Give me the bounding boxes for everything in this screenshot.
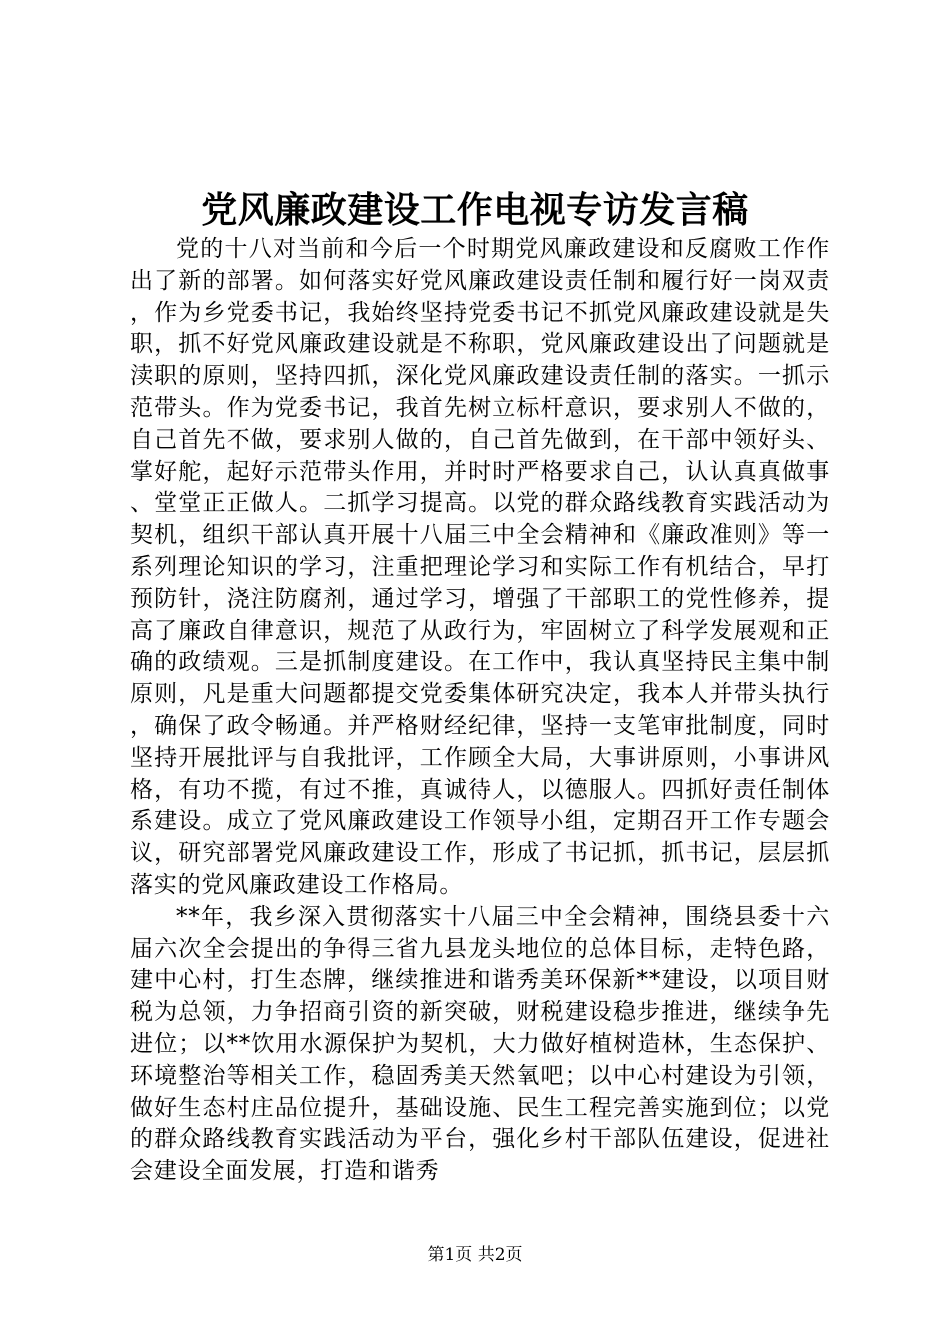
body-paragraph-2: **年，我乡深入贯彻落实十八届三中全会精神，围绕县委十六届六次全会提出的争得三省九县龙头地位的总体目标，走特色路，建中心村，打生态牌，继续推进和谐秀美环保新**建设，以项目财税为总领，力争招商引资的新突破，财税建设稳步推进，继续争先进位；以**饮用水源保护为契机，大力做好植树造林，生态保护、环境整治等相关工作，稳固秀美天然氧吧；以中心村建设为引领，做好生态村庄品位提升，基础设施、民生工程完善实施到位；以党的群众路线教育实践活动为平台，强化乡村干部队伍建设，促进社会建设全面发展，打造和谐秀 [130,903,830,1185]
body-paragraph-1: 党的十八对当前和今后一个时期党风廉政建设和反腐败工作作出了新的部署。如何落实好党风廉政建设责任制和履行好一岗双责，作为乡党委书记，我始终坚持党委书记不抓党风廉政建设就是失职，抓不好党风廉政建设就是不称职，党风廉政建设出了问题就是渎职的原则，坚持四抓，深化党风廉政建设责任制的落实。一抓示范带头。作为党委书记，我首先树立标杆意识，要求别人不做的，自己首先不做，要求别人做的，自己首先做到，在干部中领好头、掌好舵，起好示范带头作用，并时时严格要求自己，认认真真做事、堂堂正正做人。二抓学习提高。以党的群众路线教育实践活动为契机，组织干部认真开展十八届三中全会精神和《廉政准则》等一系列理论知识的学习，注重把理论学习和实际工作有机结合，早打预防针，浇注防腐剂，通过学习，增强了干部职工的党性修养，提高了廉政自律意识，规范了从政行为，牢固树立了科学发展观和正确的政绩观。三是抓制度建设。在工作中，我认真坚持民主集中制原则，凡是重大问题都提交党委集体研究决定，我本人并带头执行，确保了政令畅通。并严格财经纪律，坚持一支笔审批制度，同时坚持开展批评与自我批评，工作顾全大局，大事讲原则，小事讲风格，有功不揽，有过不推，真诚待人，以德服人。四抓好责任制体系建设。成立了党风廉政建设工作领导小组，定期召开工作专题会议，研究部署党风廉政建设工作，形成了书记抓，抓书记，层层抓落实的党风廉政建设工作格局。 [130,236,830,898]
page-title: 党风廉政建设工作电视专访发言稿 [201,189,749,231]
page-number-footer: 第1页 共2页 [427,1245,523,1265]
document-body [130,234,830,1188]
